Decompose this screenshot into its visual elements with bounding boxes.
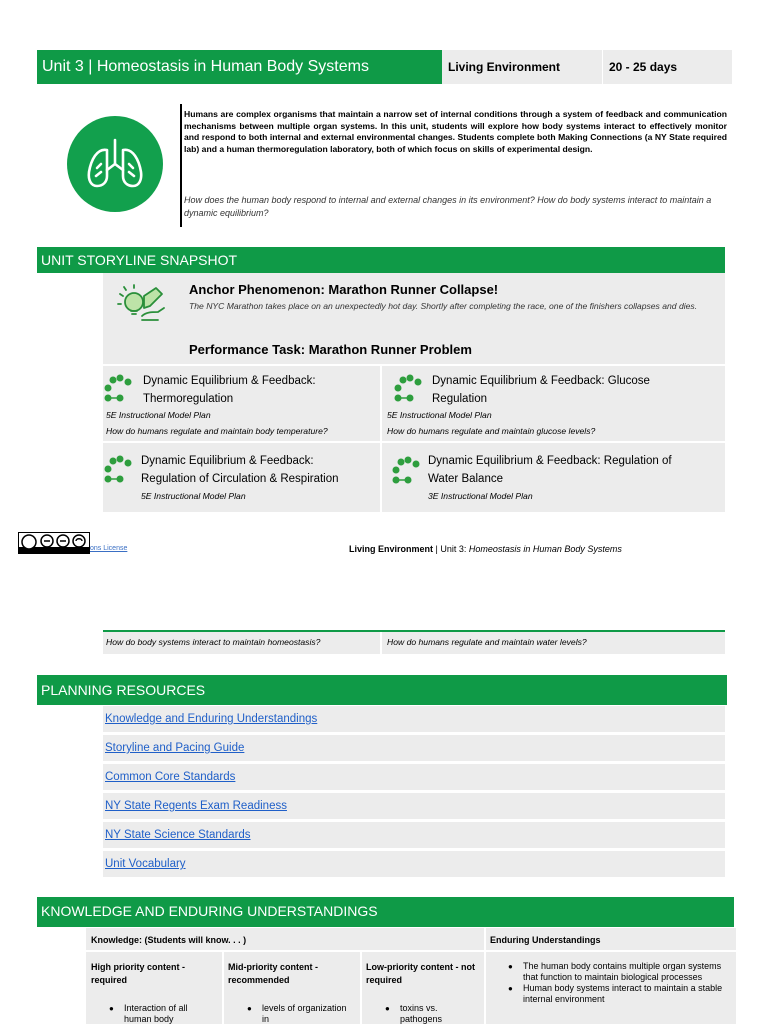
priority-header-mid: Mid-priority content - recommended: [228, 962, 318, 985]
resource-row: [103, 764, 725, 790]
knowledge-column-header: Knowledge: (Students will know. . . ): [91, 935, 247, 945]
task-plan: 5E Instructional Model Plan: [141, 491, 246, 501]
low-priority-list: [382, 1003, 478, 1024]
enduring-understandings-list: [505, 961, 727, 1005]
knowledge-heading: KNOWLEDGE AND ENDURING UNDERSTANDINGS: [37, 897, 734, 927]
resource-link[interactable]: NY State Regents Exam Readiness: [105, 800, 287, 812]
column-divider: [222, 952, 224, 1024]
task-plan: 5E Instructional Model Plan: [106, 410, 211, 420]
resource-row: [103, 822, 725, 848]
storyline-heading: UNIT STORYLINE SNAPSHOT: [37, 247, 725, 273]
enduring-column-header: Enduring Understandings: [490, 935, 601, 945]
row-divider: [86, 950, 736, 952]
list-item: ● levels of organization in: [244, 1003, 354, 1024]
list-item: ● Interaction of all human body: [106, 1003, 216, 1024]
resource-link[interactable]: Unit Vocabulary: [105, 858, 186, 870]
molecule-icon: [394, 374, 426, 406]
resource-link[interactable]: NY State Science Standards: [105, 829, 251, 841]
creative-commons-icon[interactable]: [18, 532, 90, 554]
column-divider: [380, 364, 382, 512]
row-divider: [103, 364, 725, 366]
performance-task-title: Performance Task: Marathon Runner Problem: [189, 342, 472, 357]
task-title: Dynamic Equilibrium & Feedback: Glucose Regulation: [432, 375, 650, 405]
resource-link[interactable]: Storyline and Pacing Guide: [105, 742, 245, 754]
molecule-icon: [392, 456, 424, 488]
list-item: ● The human body contains multiple organ systems that function to maintain biological processes: [505, 961, 727, 983]
resource-row: [103, 735, 725, 761]
task-question: How do body systems interact to maintain homeostasis?: [106, 637, 321, 647]
subject-label: Living Environment: [442, 50, 602, 84]
column-divider: [380, 632, 382, 654]
list-item: ● Human body systems interact to maintain a stable internal environment: [505, 983, 727, 1005]
resource-link[interactable]: Common Core Standards: [105, 771, 236, 783]
priority-header-high: High priority content - required: [91, 962, 185, 985]
lightbulb-hand-icon: [114, 282, 170, 324]
task-title: Dynamic Equilibrium & Feedback: Regulation of Circulation & Respiration: [141, 455, 339, 485]
task-question: How do humans regulate and maintain water levels?: [387, 637, 587, 647]
license-link[interactable]: ons License: [90, 545, 128, 552]
footer-label: Living Environment | Unit 3: Homeostasis in Human Body Systems: [349, 544, 622, 554]
row-divider: [103, 441, 725, 443]
molecule-icon: [104, 374, 136, 406]
task-question: How do humans regulate and maintain body temperature?: [106, 426, 328, 436]
task-plan: 3E Instructional Model Plan: [428, 491, 533, 501]
resource-row: [103, 793, 725, 819]
description-rule: [180, 104, 182, 227]
anchor-phenomenon-description: The NYC Marathon takes place on an unexpectedly hot day. Shortly after completing the race, one of the finishers collapses and dies.: [189, 301, 698, 311]
planning-heading: PLANNING RESOURCES: [37, 675, 727, 705]
unit-title: Unit 3 | Homeostasis in Human Body Systems: [37, 50, 442, 84]
unit-description: Humans are complex organisms that maintain a narrow set of internal conditions through a system of feedback and communication mechanisms between multiple organ systems. In this unit, students will explore how body systems interact to effectively monitor and respond to both internal and external environmental changes. Students complete both Making Connections (a NY State required lab) and a human thermoregulation laboratory, both of which focus on skills of experimental design.: [184, 109, 727, 154]
lungs-icon: [67, 116, 163, 212]
column-divider: [360, 952, 362, 1024]
list-item: ● toxins vs. pathogens: [382, 1003, 478, 1024]
high-priority-list: [106, 1003, 216, 1024]
mid-priority-list: [244, 1003, 354, 1024]
task-question: How do humans regulate and maintain glucose levels?: [387, 426, 596, 436]
column-divider: [484, 928, 486, 1024]
essential-questions: How does the human body respond to internal and external changes in its environment? How do body systems interact to maintain a dynamic equilibrium?: [184, 195, 712, 218]
duration-label: 20 - 25 days: [603, 50, 732, 84]
task-title: Dynamic Equilibrium & Feedback: Thermoregulation: [143, 375, 316, 405]
priority-header-low: Low-priority content - not required: [366, 962, 475, 985]
anchor-phenomenon-title: Anchor Phenomenon: Marathon Runner Collapse!: [189, 282, 499, 297]
task-title: Dynamic Equilibrium & Feedback: Regulation of Water Balance: [428, 455, 672, 485]
molecule-icon: [104, 455, 136, 487]
resource-row: [103, 851, 725, 877]
resource-row: [103, 706, 725, 732]
resource-link[interactable]: Knowledge and Enduring Understandings: [105, 713, 318, 725]
task-plan: 5E Instructional Model Plan: [387, 410, 492, 420]
